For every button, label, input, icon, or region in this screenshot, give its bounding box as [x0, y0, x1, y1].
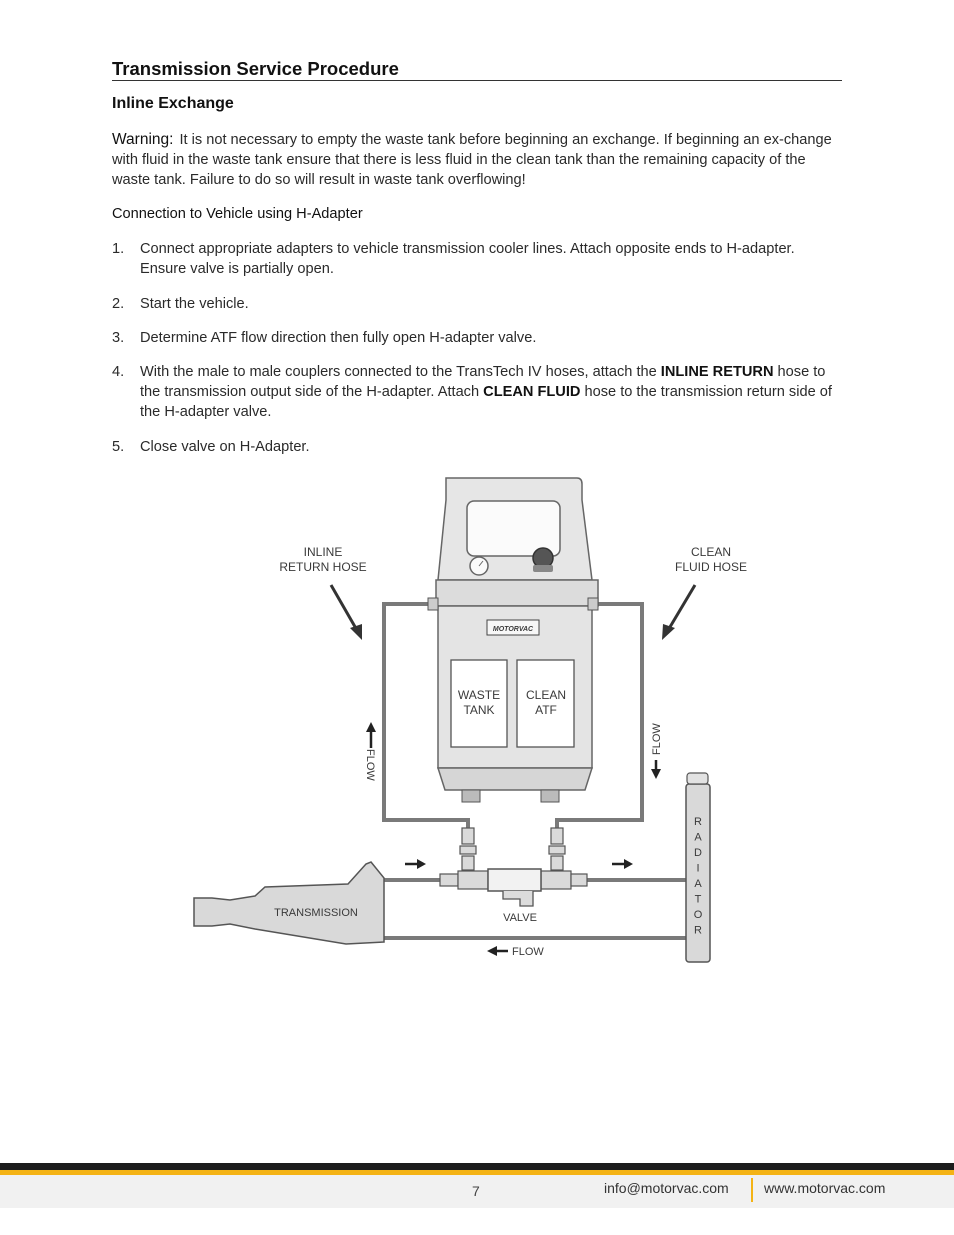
footer-website: www.motorvac.com — [764, 1180, 886, 1196]
step-number: 2. — [112, 296, 125, 312]
waste-tank-label: WASTE — [457, 688, 501, 702]
warning-text: It is not necessary to empty the waste tank before beginning an exchange. If beginning an ex-change with fluid in the waste tank ensure that there is less fluid in the clean tank than the remaining capacity of the waste tank. Failure to do so will result in waste tank overflowing! — [112, 132, 832, 188]
warning-lead: Warning: — [112, 131, 174, 148]
step-text: Connect appropriate adapters to vehicle transmission cooler lines. Attach opposite ends to H-adapter. Ensure valve is partially open. — [140, 241, 795, 277]
footer-rule-dark — [0, 1163, 954, 1170]
radiator-letter: A — [694, 878, 702, 890]
h-adapter-valve — [488, 869, 541, 891]
arrow-right-icon — [417, 859, 426, 869]
radiator-letter: T — [694, 893, 702, 906]
clean-atf-label: ATF — [535, 703, 557, 717]
arrow-down-icon — [651, 769, 661, 779]
step-number: 1. — [112, 241, 125, 257]
arrow-right-icon — [624, 859, 633, 869]
flow-label: FLOW — [651, 723, 663, 755]
step-text: Start the vehicle. — [140, 296, 249, 312]
subsection-heading: Connection to Vehicle using H-Adapter — [112, 206, 363, 222]
footer-separator — [751, 1178, 753, 1202]
inline-return-label: INLINE RETURN — [660, 364, 774, 380]
step-text-part: hose to the transmission return side of the H-adapter valve. — [140, 384, 832, 420]
step-number: 3. — [112, 330, 125, 346]
radiator-cap — [687, 773, 708, 784]
arrow-left-icon — [487, 946, 497, 956]
transmission-label: TRANSMISSION — [274, 907, 358, 919]
title-row — [112, 58, 842, 81]
step-text-part: hose to the transmission output side of the H-adapter. Attach — [140, 364, 826, 400]
transtech-machine — [428, 478, 598, 802]
list-item — [112, 294, 842, 314]
list-item — [112, 362, 842, 422]
step-number: 4. — [112, 364, 125, 380]
step-text — [140, 362, 842, 422]
flow-label: FLOW — [512, 946, 544, 958]
radiator-letter: A — [694, 831, 702, 844]
list-item — [112, 437, 842, 457]
list-item — [112, 239, 842, 279]
radiator-letter: I — [696, 862, 700, 875]
inline-hose-label: INLINE — [303, 545, 343, 559]
step-number: 5. — [112, 439, 125, 455]
valve-label: VALVE — [503, 912, 537, 924]
radiator-letter: O — [693, 909, 703, 921]
radiator-letter: R — [694, 924, 702, 937]
flow-label: FLOW — [364, 749, 376, 781]
valve-handle — [503, 891, 533, 906]
page-title: Transmission Service Procedure — [112, 58, 399, 79]
page-number: 7 — [472, 1183, 480, 1199]
list-item — [112, 328, 842, 348]
connection-diagram — [190, 475, 770, 970]
footer-email: info@motorvac.com — [604, 1180, 729, 1196]
clean-hose-label: FLUID HOSE — [674, 560, 748, 574]
radiator-letter: R — [694, 816, 702, 828]
flow-left — [364, 722, 376, 781]
section-heading: Inline Exchange — [112, 95, 234, 112]
clean-hose-label: CLEAN — [690, 545, 732, 559]
arrow-up-icon — [366, 722, 376, 732]
brand-logo: MOTORVAC — [492, 626, 534, 633]
footer-rule-gold — [0, 1170, 954, 1175]
inline-hose-label: RETURN HOSE — [279, 560, 367, 574]
step-text: Determine ATF flow direction then fully open H-adapter valve. — [140, 330, 537, 346]
clean-atf-label: CLEAN — [525, 688, 567, 702]
transmission-shape — [194, 862, 384, 944]
flow-right — [651, 723, 663, 779]
clean-fluid-label: CLEAN FLUID — [483, 384, 581, 400]
warning-paragraph — [112, 130, 844, 190]
step-text: Close valve on H-Adapter. — [140, 439, 310, 455]
step-text-part: With the male to male couplers connected to the TransTech IV hoses, attach the — [140, 364, 661, 380]
radiator-letter: D — [694, 847, 702, 859]
waste-tank-label: TANK — [463, 703, 495, 717]
